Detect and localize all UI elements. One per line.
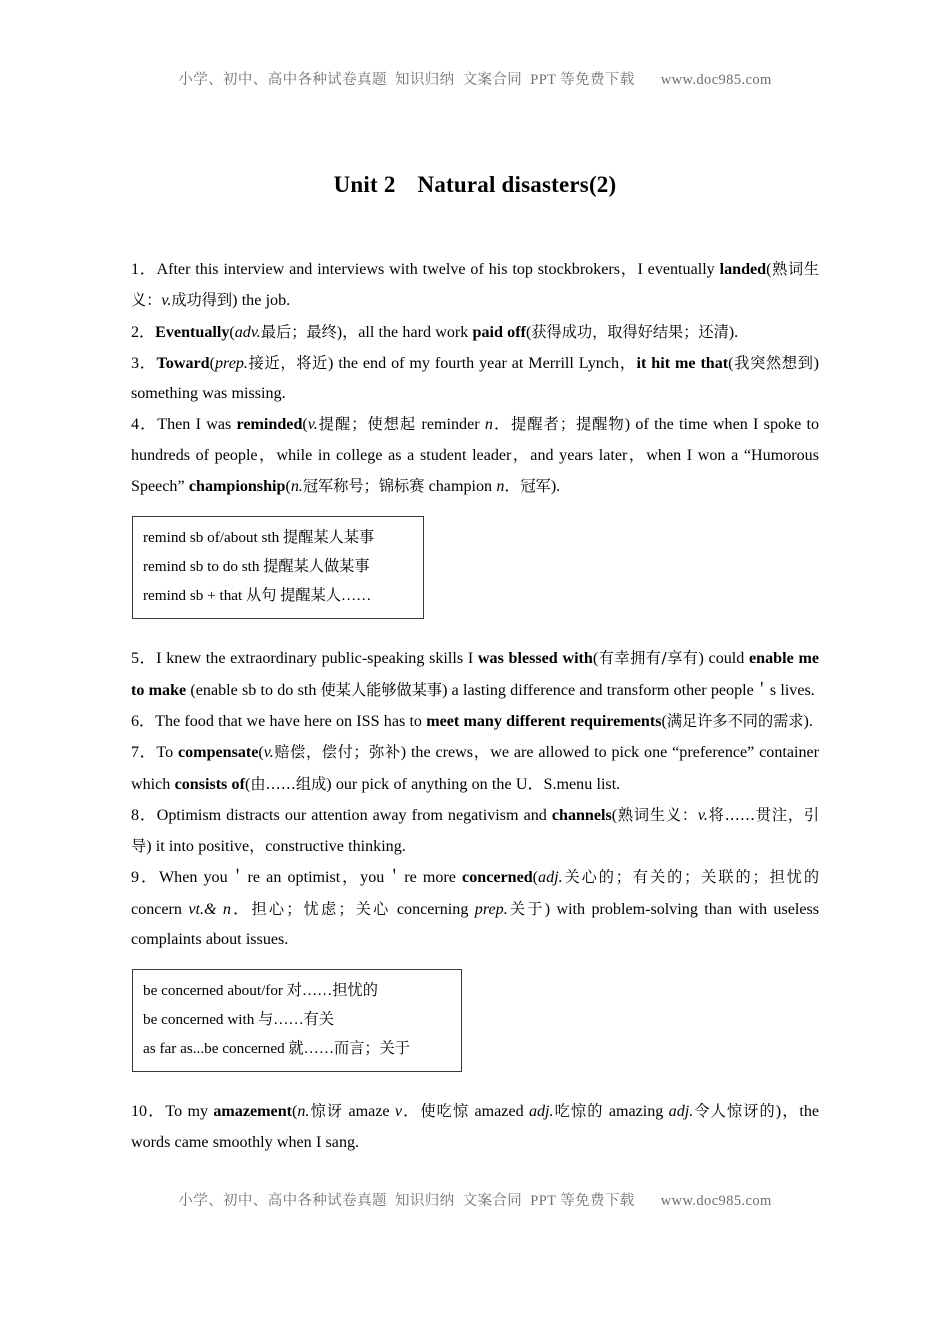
item-text-9: When you＇re an optimist，you＇re more concerned(adj.关心的；有关的；关联的；担忧的 concern vt.& n．担心；忧虑；关心 concerning prep.关于) with problem-solving than with useless complaints about issues. — [131, 868, 820, 949]
item-text-4: Then I was reminded(v.提醒；使想起 reminder n．提醒者；提醒物) of the time when I spoke to hundreds of people，while in college as a student leader，and years later，when I won a “Humorous Speech” championship(n.冠军称号；锦标赛 champion n．冠军). — [131, 415, 820, 496]
item-text-10: To my amazement(n.惊讶 amaze v．使吃惊 amazed adj.吃惊的 amazing adj.令人惊讶的)，the words came smoothly when I sang. — [131, 1102, 820, 1151]
spacer — [131, 633, 819, 643]
item-text-1: After this interview and interviews with twelve of his top stockbrokers，I eventually landed(熟词生义：v.成功得到) the job. — [131, 260, 820, 310]
note-box-remind — [132, 516, 424, 619]
item-number-5: 5． — [131, 650, 157, 668]
list-item-9 — [131, 862, 819, 955]
item-number-7: 7． — [131, 744, 157, 762]
item-number-2: 2． — [131, 323, 156, 341]
note-line: remind sb of/about sth 提醒某人某事 — [143, 529, 375, 547]
watermark-footer-url: www.doc985.com — [660, 1193, 772, 1209]
document-body — [131, 160, 819, 1158]
list-item-5 — [131, 643, 819, 706]
item-number-9: 9． — [131, 869, 159, 887]
list-item-2 — [131, 317, 819, 348]
note-line: be concerned with 与……有关 — [143, 1011, 335, 1029]
list-item-10 — [131, 1096, 819, 1158]
list-item-1 — [131, 254, 819, 317]
watermark-header-text: 小学、初中、高中各种试卷真题 知识归纳 文案合同 PPT 等免费下载 — [178, 72, 635, 88]
spacer — [131, 1086, 819, 1096]
watermark-header — [0, 68, 950, 89]
list-item-6 — [131, 706, 819, 737]
note-line: remind sb to do sth 提醒某人做某事 — [143, 558, 370, 576]
note-line: be concerned about/for 对……担忧的 — [143, 982, 378, 1000]
note-line: remind sb + that 从句 提醒某人…… — [143, 587, 372, 605]
item-number-6: 6． — [131, 712, 156, 730]
item-text-8: Optimism distracts our attention away from negativism and channels(熟词生义：v.将……贯注，引导) it into positive，constructive thinking. — [131, 805, 820, 856]
list-item-3 — [131, 348, 819, 410]
watermark-footer-text: 小学、初中、高中各种试卷真题 知识归纳 文案合同 PPT 等免费下载 — [178, 1193, 635, 1209]
page-title — [131, 160, 819, 198]
list-item-4 — [131, 409, 819, 502]
title-unit: Unit 2 — [333, 172, 396, 197]
note-line: as far as...be concerned 就……而言；关于 — [143, 1040, 410, 1058]
item-text-6: The food that we have here on ISS has to meet many different requirements(满足许多不同的需求). — [155, 711, 813, 730]
note-box-concerned — [132, 969, 462, 1072]
list-item-8 — [131, 800, 819, 863]
notes-list — [131, 254, 819, 1158]
item-number-1: 1． — [131, 261, 157, 278]
item-number-10: 10． — [131, 1103, 166, 1121]
item-text-3: Toward(prep.接近，将近) the end of my fourth year at Merrill Lynch，it hit me that(我突然想到) something was missing. — [131, 353, 819, 403]
item-text-7: To compensate(v.赔偿，偿付；弥补) the crews，we are allowed to pick one “preference” container which consists of(由……组成) our pick of anything on the U．S.menu list. — [131, 743, 820, 793]
title-name: Natural disasters(2) — [417, 172, 617, 197]
item-text-5: I knew the extraordinary public-speaking skills I was blessed with(有幸拥有/享有) could enable me to make (enable sb to do sth 使某人能够做某事) a lasting difference and transform other people＇s lives. — [131, 649, 820, 699]
watermark-footer — [0, 1189, 950, 1210]
item-text-2: Eventually(adv.最后；最终)，all the hard work paid off(获得成功，取得好结果；还清). — [155, 322, 739, 341]
list-item-7 — [131, 737, 819, 800]
watermark-header-url: www.doc985.com — [660, 72, 772, 88]
item-number-8: 8． — [131, 806, 157, 824]
item-number-4: 4． — [131, 416, 158, 434]
item-number-3: 3． — [131, 354, 157, 372]
